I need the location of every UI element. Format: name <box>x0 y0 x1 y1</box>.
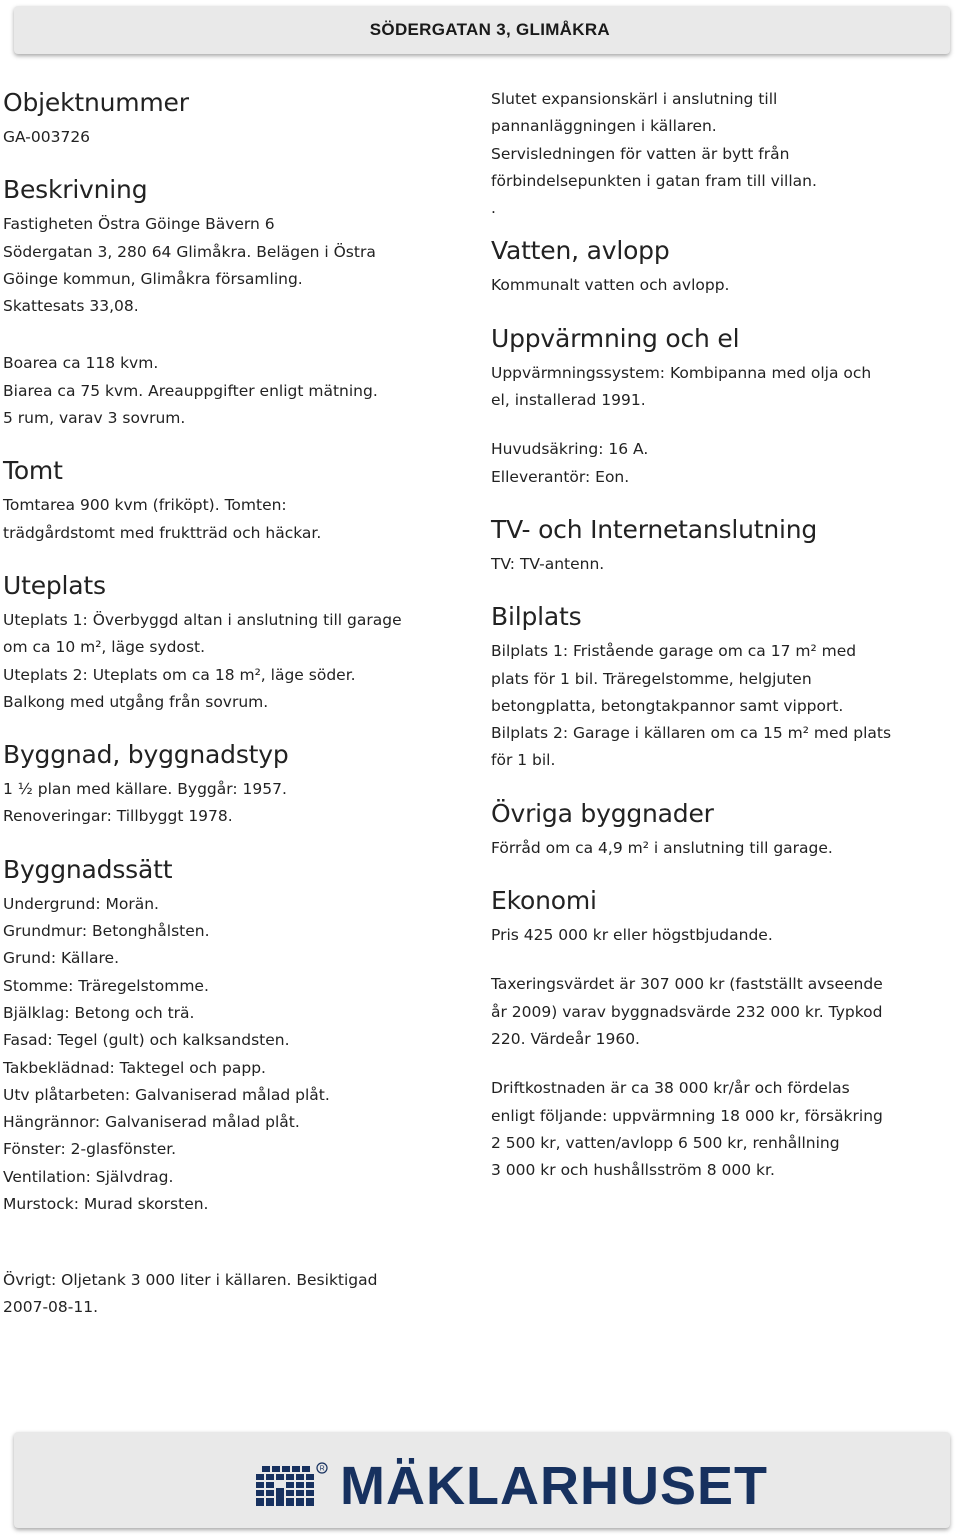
maklarhuset-logo <box>252 1456 768 1516</box>
heading-beskrivning: Beskrivning <box>3 175 148 205</box>
header-bar <box>14 6 950 54</box>
heading-bilplats: Bilplats <box>491 602 582 632</box>
heading-tomt: Tomt <box>3 456 63 486</box>
text-ekonomi-2: Taxeringsvärdet är 307 000 kr (fastställt avseende år 2009) varav byggnadsvärde 232 000 kr. Typkod 220. Värdeår 1960. <box>491 975 883 1048</box>
text-ekonomi-3: Driftkostnaden är ca 38 000 kr/år och fördelas enligt följande: uppvärmning 18 000 kr, försäkring 2 500 kr, vatten/avlopp 6 500 kr, renhållning 3 000 kr och hushållsström 8 000 kr. <box>491 1079 883 1180</box>
house-logo-icon <box>252 1460 330 1512</box>
text-beskrivning-1: Fastigheten Östra Göinge Bävern 6 Södergatan 3, 280 64 Glimåkra. Belägen i Östra Göinge kommun, Glimåkra församling. Skattesats 33,08. <box>3 215 376 316</box>
left-column <box>3 86 473 1218</box>
page-title: SÖDERGATAN 3, GLIMÅKRA <box>369 20 610 39</box>
heading-uppvarmning: Uppvärmning och el <box>491 323 740 353</box>
text-objektnummer: GA-003726 <box>3 128 91 146</box>
text-bilplats: Bilplats 1: Fristående garage om ca 17 m² med plats för 1 bil. Träregelstomme, helgjuten betongplatta, betongtakpannor samt vipport. Bilplats 2: Garage i källaren om ca 15 m² med plats för 1 bil. <box>491 642 892 770</box>
right-column <box>491 86 951 1184</box>
logo-text: MÄKLARHUSET <box>340 1456 768 1516</box>
text-ovriga: Förråd om ca 4,9 m² i anslutning till garage. <box>491 838 833 857</box>
text-uteplats: Uteplats 1: Överbyggd altan i anslutning till garage om ca 10 m², läge sydost. Uteplats 2: Uteplats om ca 18 m², läge söder. Balkong med utgång från sovrum. <box>3 610 402 711</box>
heading-tv: TV- och Internetanslutning <box>491 514 818 544</box>
text-ovrigt: Övrigt: Oljetank 3 000 liter i källaren. Besiktigad 2007-08-11. <box>3 1271 378 1317</box>
text-byggnadssatt: Undergrund: Morän. Grundmur: Betonghålsten. Grund: Källare. Stomme: Träregelstomme. Bjälklag: Betong och trä. Fasad: Tegel (gult) och kalksandsten. Takbeklädnad: Taktegel och papp. Utv plåtarbeten: Galvaniserad målad plåt. Hängrännor: Galvaniserad målad plåt. Fönster: 2-glasfönster. Ventilation: Självdrag. Murstock: Murad skorsten. <box>3 894 330 1214</box>
footer-bar <box>14 1432 950 1528</box>
text-beskrivning-2: Boarea ca 118 kvm. Biarea ca 75 kvm. Areauppgifter enligt mätning. 5 rum, varav 3 sovrum. <box>3 354 378 428</box>
text-uppvarmning-1: Uppvärmningssystem: Kombipanna med olja och el, installerad 1991. <box>491 363 872 410</box>
heading-vatten: Vatten, avlopp <box>491 236 670 266</box>
text-intro: Slutet expansionskärl i anslutning till pannanläggningen i källaren. Servisledningen för vatten är bytt från förbindelsepunkten i gatan fram till villan. . <box>491 90 817 218</box>
text-tv: TV: TV-antenn. <box>491 554 605 573</box>
heading-byggnad: Byggnad, byggnadstyp <box>3 740 289 770</box>
heading-byggnadssatt: Byggnadssätt <box>3 854 173 884</box>
text-ekonomi-1: Pris 425 000 kr eller högstbjudande. <box>491 926 773 945</box>
heading-objektnummer: Objektnummer <box>3 88 189 117</box>
text-tomt: Tomtarea 900 kvm (friköpt). Tomten: trädgårdstomt med fruktträd och häckar. <box>3 496 322 542</box>
text-byggnad: 1 ½ plan med källare. Byggår: 1957. Renoveringar: Tillbyggt 1978. <box>3 780 287 826</box>
heading-uteplats: Uteplats <box>3 570 106 600</box>
text-uppvarmning-2: Huvudsäkring: 16 A. Elleverantör: Eon. <box>491 440 649 486</box>
svg-text:R: R <box>319 1465 325 1473</box>
heading-ekonomi: Ekonomi <box>491 886 597 916</box>
ovrigt-note <box>3 1267 473 1322</box>
text-vatten: Kommunalt vatten och avlopp. <box>491 276 730 295</box>
heading-ovriga: Övriga byggnader <box>491 798 714 828</box>
